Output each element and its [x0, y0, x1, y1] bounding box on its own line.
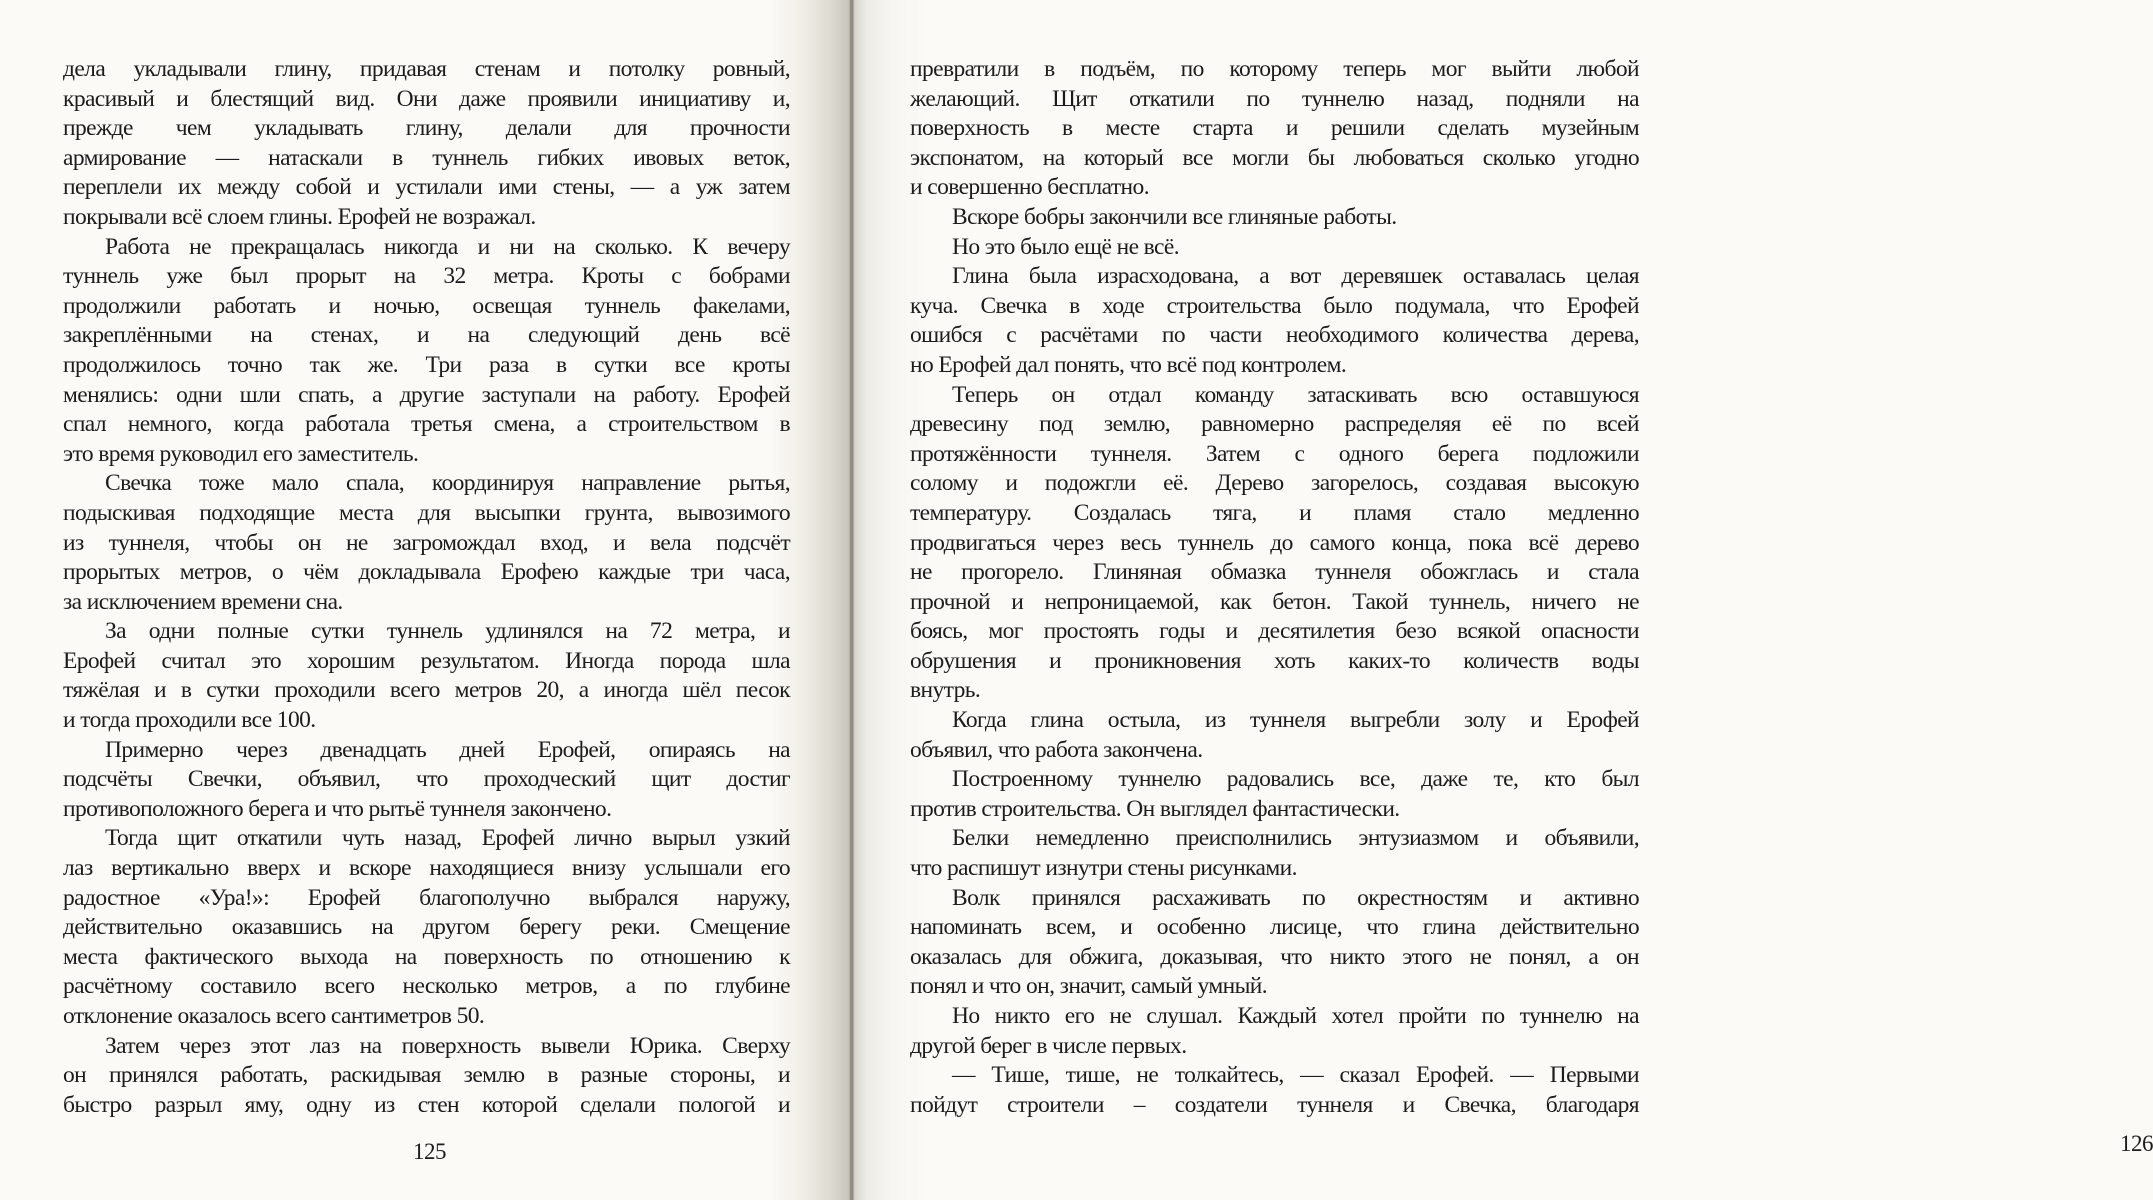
page-number-left: 125: [413, 1139, 446, 1164]
text-line: превратили в подъём, по которому теперь мог выйти любой: [910, 56, 1639, 82]
text-line: и тогда проходили все 100.: [63, 707, 316, 734]
text-line: Глина была израсходована, а вот деревяшек оставалась целая: [952, 263, 1639, 290]
text-line: Тогда щит откатили чуть назад, Ерофей лично вырыл узкий: [105, 825, 790, 852]
text-line: радостное «Ура!»: Ерофей благополучно выбрался наружу,: [63, 884, 790, 911]
text-line: понял и что он, значит, самый умный.: [910, 973, 1268, 1000]
text-line: Работа не прекращалась никогда и ни на сколько. К вечеру: [105, 233, 790, 260]
text-line: боясь, мог простоять годы и десятилетия безо всякой опасности: [910, 618, 1639, 645]
text-line: Примерно через двенадцать дней Ерофей, опираясь на: [105, 736, 790, 763]
text-line: другой берег в числе первых.: [910, 1032, 1187, 1059]
text-line: и совершенно бесплатно.: [910, 174, 1149, 201]
text-line: солому и подожгли её. Дерево загорелось, создавая высокую: [910, 470, 1639, 497]
text-line: продвигаться через весь туннель до самого конца, пока всё дерево: [910, 529, 1639, 556]
text-line: древесину под землю, равномерно распределяя её по всей: [910, 411, 1639, 438]
text-line: из туннеля, чтобы он не загромождал вход, и вела подсчёт: [63, 529, 790, 556]
text-line: что распишут изнутри стены рисунками.: [910, 855, 1297, 882]
text-line: Вскоре бобры закончили все глиняные работы.: [952, 203, 1397, 230]
book-spine-fold: [850, 0, 853, 1200]
text-line: внутрь.: [910, 677, 981, 704]
text-line: Волк принялся расхаживать по окрестностям и активно: [952, 884, 1639, 911]
text-line: расчётному составило всего несколько метров, а по глубине: [63, 973, 790, 1000]
text-line: прежде чем укладывать глину, делали для прочности: [63, 115, 790, 142]
text-line: Затем через этот лаз на поверхность вывели Юрика. Сверху: [105, 1032, 790, 1059]
text-line: поверхность в месте старта и решили сделать музейным: [910, 115, 1639, 142]
text-line: Белки немедленно преисполнились энтузиазмом и объявили,: [952, 825, 1639, 852]
text-line: спал немного, когда работала третья смена, а строительством в: [63, 411, 790, 438]
text-line: он принялся работать, раскидывая землю в разные стороны, и: [63, 1062, 790, 1089]
text-line: но Ерофей дал понять, что всё под контролем.: [910, 351, 1347, 378]
text-line: куча. Свечка в ходе строительства было подумала, что Ерофей: [910, 292, 1639, 319]
text-line: Но это было ещё не всё.: [952, 233, 1179, 260]
text-line: быстро разрыл яму, одну из стен которой сделали пологой и: [63, 1091, 790, 1118]
text-line: это время руководил его заместитель.: [63, 440, 419, 467]
left-page: [0, 0, 852, 1200]
text-line: Теперь он отдал команду затаскивать всю оставшуюся: [952, 381, 1639, 408]
text-line: ошибся с расчётами по части необходимого количества дерева,: [910, 322, 1639, 349]
text-line: красивый и блестящий вид. Они даже проявили инициативу и,: [63, 85, 790, 112]
text-line: продолжили работать и ночью, освещая туннель факелами,: [63, 292, 790, 319]
text-line: отклонение оказалось всего сантиметров 50.: [63, 1003, 485, 1029]
text-line: покрывали всё слоем глины. Ерофей не возражал.: [63, 203, 536, 230]
page-number-right: 126: [2120, 1131, 2153, 1156]
text-line: объявил, что работа закончена.: [910, 736, 1203, 763]
text-line: За одни полные сутки туннель удлинялся на 72 метра, и: [105, 618, 790, 645]
text-line: оказалась для обжига, доказывая, что никто этого не понял, а он: [910, 943, 1639, 970]
text-line: не прогорело. Глиняная обмазка туннеля обожглась и стала: [910, 559, 1639, 586]
text-line: Свечка тоже мало спала, координируя направление рытья,: [105, 470, 790, 497]
text-line: тяжёлая и в сутки проходили всего метров 20, а иногда шёл песок: [63, 677, 790, 704]
text-line: за исключением времени сна.: [63, 588, 343, 615]
text-line: туннель уже был прорыт на 32 метра. Кроты с бобрами: [63, 263, 790, 290]
text-line: подыскивая подходящие места для высыпки грунта, вывозимого: [63, 499, 790, 526]
text-line: напоминать всем, и особенно лисице, что глина действительно: [910, 914, 1639, 941]
text-line: противоположного берега и что рытьё туннеля закончено.: [63, 795, 612, 822]
text-line: Построенному туннелю радовались все, даже те, кто был: [952, 766, 1639, 793]
text-line: прорытых метров, о чём докладывала Ерофею каждые три часа,: [63, 559, 790, 586]
text-line: места фактического выхода на поверхность по отношению к: [63, 943, 790, 970]
text-line: дела укладывали глину, придавая стенам и потолку ровный,: [63, 56, 790, 82]
text-line: подсчёты Свечки, объявил, что проходческий щит достиг: [63, 766, 790, 793]
right-page-text: [910, 55, 1639, 1120]
text-line: лаз вертикально вверх и вскоре находящиеся внизу услышали его: [63, 855, 790, 882]
text-line: — Тише, тише, не толкайтесь, — сказал Ерофей. — Первыми: [952, 1062, 1639, 1089]
text-line: экспонатом, на который все могли бы любоваться сколько угодно: [910, 144, 1639, 171]
text-line: обрушения и проникновения хоть каких-то количеств воды: [910, 647, 1639, 674]
text-line: действительно оказавшись на другом берегу реки. Смещение: [63, 914, 790, 941]
text-line: менялись: одни шли спать, а другие заступали на работу. Ерофей: [63, 381, 790, 408]
text-line: протяжённости туннеля. Затем с одного берега подложили: [910, 440, 1639, 467]
text-line: закреплёнными на стенах, и на следующий день всё: [63, 322, 790, 349]
text-line: переплели их между собой и устилали ими стены, — а уж затем: [63, 174, 790, 201]
text-line: Но никто его не слушал. Каждый хотел пройти по туннелю на: [952, 1003, 1639, 1029]
text-line: пойдут строители – создатели туннеля и Свечка, благодаря: [910, 1091, 1639, 1118]
text-line: Ерофей считал это хорошим результатом. Иногда порода шла: [63, 647, 790, 674]
text-line: Когда глина остыла, из туннеля выгребли золу и Ерофей: [952, 707, 1639, 734]
text-line: температуру. Создалась тяга, и пламя стало медленно: [910, 499, 1639, 526]
text-line: желающий. Щит откатили по туннелю назад, подняли на: [910, 85, 1639, 112]
text-line: армирование — натаскали в туннель гибких ивовых веток,: [63, 144, 790, 171]
left-page-text: [63, 55, 790, 1120]
text-line: продолжилось точно так же. Три раза в сутки все кроты: [63, 351, 790, 378]
text-line: прочной и непроницаемой, как бетон. Такой туннель, ничего не: [910, 588, 1639, 615]
text-line: против строительства. Он выглядел фантастически.: [910, 795, 1400, 822]
